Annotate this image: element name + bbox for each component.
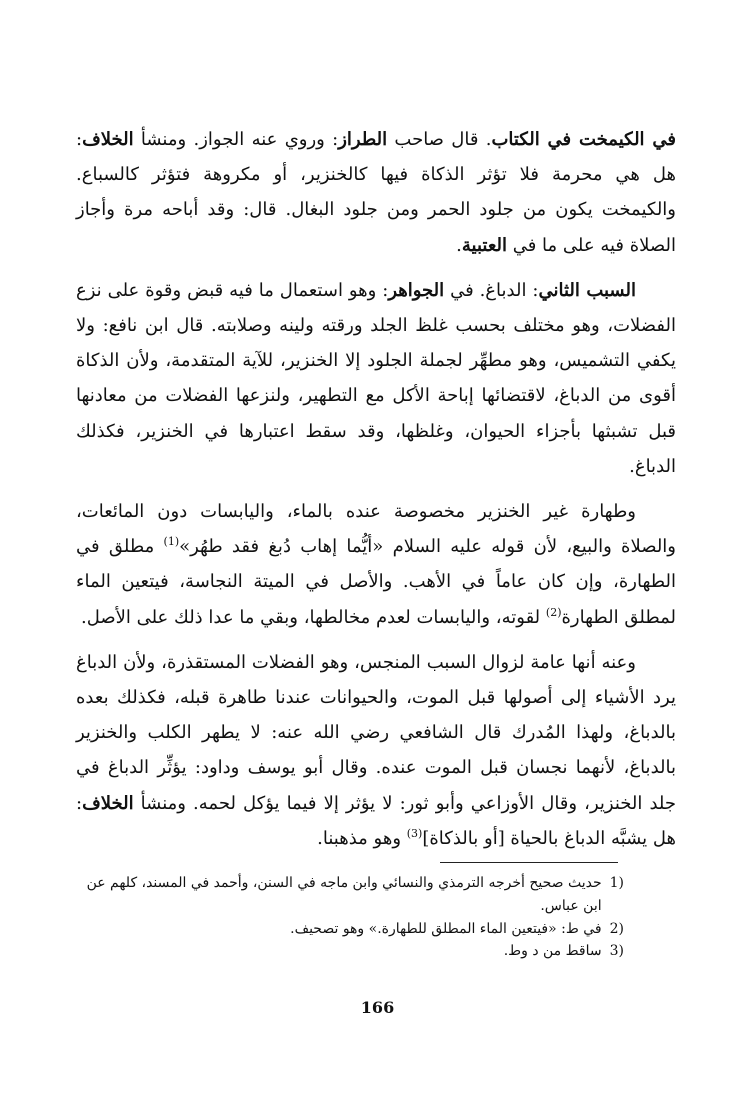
text-run: . قال صاحب (387, 129, 492, 150)
text-run: وطهارة غير الخنزير مخصوصة عنده بالماء، واليابسات دون المائعات، والصلاة والبيع، لأن قوله عليه السلام «أيُّما إهاب دُبغ فقد طهُر» (76, 501, 676, 558)
bold-term: الخلاف (82, 792, 134, 814)
page-number: 166 (360, 998, 395, 1017)
bold-term: في الكيمخت في الكتاب (491, 129, 676, 150)
text-run: . (456, 234, 462, 256)
text-run: : وهو استعمال ما فيه قبض وقوة على نزع الفضلات، وهو مختلف بحسب غلظ الجلد ورقته ولينه وصلابته. قال ابن نافع: ولا يكفي التشميس، وهو مطهِّر لجملة الجلود إلا الخنزير، للآية المتقدمة، ولأن الذكاة أقوى من الدباغ، لاقتضائها إباحة الأكل مع التطهير، ولنزعها الفضلات من معادنها قبل تشبثها بأجزاء الحيوان، وغلظها، وقد سقط اعتبارها في الخنزير، فكذلك الدباغ. (76, 279, 676, 477)
bold-term: الجواهر (388, 279, 445, 301)
footnotes (76, 872, 624, 963)
footnote-number: 1) (609, 875, 624, 891)
footnote-text: ساقط من د وط. (503, 943, 602, 960)
bold-term: الخلاف (82, 129, 134, 150)
text-run: وهو مذهبنا. (317, 827, 407, 849)
text-run: : وروي عنه الجواز. ومنشأ (133, 129, 339, 150)
text-run: : هل هي محرمة فلا تؤثر الذكاة فيها كالخنزير، أو مكروهة فتؤثر كالسباع. والكيمخت يكون من جلود الحمر ومن جلود البغال. قال: وقد أباحه مرة وأجاز الصلاة فيه على ما في (76, 129, 676, 256)
text-run: : هل يشبَّه الدباغ بالحياة [أو بالذكاة] (76, 792, 676, 849)
footnote-reference: (2) (545, 605, 562, 619)
footnote-reference: (1) (163, 535, 180, 549)
bold-term: السبب الثاني (538, 279, 636, 301)
paragraph (76, 122, 676, 263)
footnote-number: 2) (609, 920, 624, 937)
paragraph (76, 494, 676, 635)
footnote-text: حديث صحيح أخرجه الترمذي والنسائي وابن ماجه في السنن، وأحمد في المسند، كلهم عن ابن عباس. (86, 875, 602, 914)
text-run: مطلق في الطهارة، وإن كان عاماً في الأهب. والأصل في الميتة النجاسة، فيتعين الماء لمطلق الطهارة (76, 536, 676, 628)
paragraph (76, 645, 676, 856)
text-run: لقوته، واليابسات لعدم مخالطها، وبقي ما عدا ذلك على الأصل. (80, 606, 546, 628)
footnote (76, 940, 624, 963)
footnote-separator (440, 862, 618, 863)
text-run: : الدباغ. في (444, 279, 539, 301)
bold-term: الطراز (338, 129, 388, 150)
bold-term: العتبية (461, 234, 507, 256)
paragraph (76, 273, 676, 484)
footnote (76, 872, 624, 918)
text-run: وعنه أنها عامة لزوال السبب المنجس، وهو الفضلات المستقذرة، ولأن الدباغ يرد الأشياء إلى أصولها قبل الموت، والحيوانات عندنا طاهرة قبله، فكذلك بعده بالدباغ، ولهذا المُدرك قال الشافعي رضي الله عنه: لا يطهر الكلب والخنزير بالدباغ، لأنهما نجسان قبل الموت عنده. وقال أبو يوسف وداود: يؤثِّر الدباغ في جلد الخنزير، وقال الأوزاعي وأبو ثور: لا يؤثر إلا فيما يؤكل لحمه. ومنشأ (76, 651, 676, 814)
footnote-text: في ط: «فيتعين الماء المطلق للطهارة.» وهو تصحيف. (290, 920, 602, 937)
footnote-reference: (3) (406, 826, 423, 840)
footnote-number: 3) (609, 943, 624, 960)
footnote (76, 918, 624, 941)
main-text (76, 122, 676, 856)
